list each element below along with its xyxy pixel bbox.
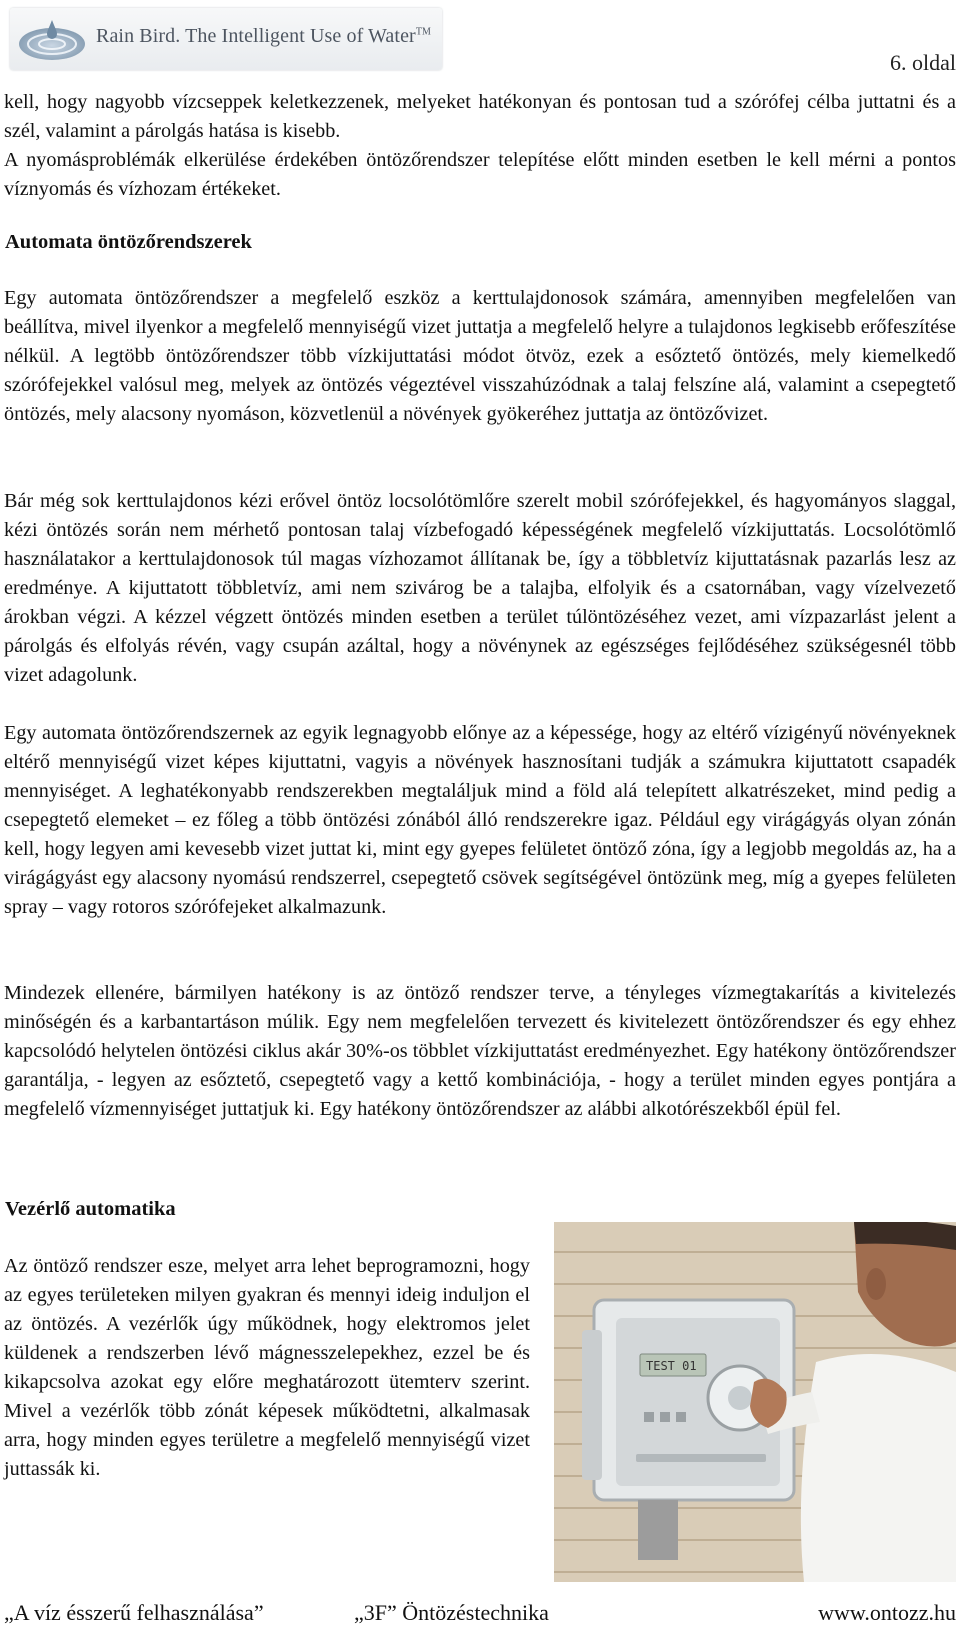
paragraph-automata-2: Bár még sok kerttulajdonos kézi erővel öntöz locsolótömlőre szerelt mobil szórófejekkel, és hagyományos slaggal, kézi öntözés során nem mérhető pontosan talaj vízbefogadó képességének megfelelő vízkijuttatás. Locsolótömlő használatakor a kerttulajdonosok túl magas vízhozamot állítanak be, így a többletvíz kijuttatásnak pazarlás lesz az eredménye. A kijuttatott többletvíz, ami nem szivárog be a talajba, elfolyik és a csatornában, vagy vízelvezető árokban végzi. A kézzel végzett öntözés minden esetben a terület túlöntözéséhez vezet, ami vízpazarlást jelent a párolgás és elfolyás révén, vagy csupán azáltal, hogy a növénynek az egészséges fejlődéséhez szükségesnél több vizet adagolunk. — [4, 490, 956, 686]
footer-left: „A víz ésszerű felhasználása” — [4, 1600, 264, 1625]
paragraph-automata-4: Mindezek ellenére, bármilyen hatékony is az öntöző rendszer terve, a tényleges vízmegtakarítás a kivitelezés minőségén és a karbantartáson múlik. Egy nem megfelelően tervezett és kivitelezett öntözőrendszer és egy ehhez kapcsolódó helytelen öntözési ciklus akár 30%-os többlet vízkijuttatást eredményezhet. Egy hatékony öntözőrendszer garantálja, - legyen az esőztető, csepegtető vagy a kettő kombinációja, - hogy a terület minden egyes pontjára a megfelelő vízmennyiséget juttatjuk ki. Egy hatékony öntözőrendszer az alábbi alkotórészekből épül fel. — [4, 982, 956, 1120]
intro-paragraph: kell, hogy nagyobb vízcseppek keletkezzenek, melyeket hatékonyan és pontosan tud a szórófej célba juttatni és a szél, valamint a párolgás hatása is kisebb. A nyomásproblémák elkerülése érdekében öntözőrendszer telepítése előtt minden esetben le kell mérni a pontos víznyomás és vízhozam értékeket. — [4, 91, 956, 200]
footer-center: „3F” Öntözéstechnika — [354, 1600, 549, 1625]
logo-brand-text: Rain Bird. The Intelligent Use of Water™ — [96, 25, 432, 47]
section-heading-vezerlo: Vezérlő automatika — [5, 1198, 176, 1220]
controller-photo — [554, 1222, 956, 1582]
water-drop-icon — [16, 14, 88, 64]
rain-bird-logo — [10, 8, 442, 70]
paragraph-automata-1: Egy automata öntözőrendszer a megfelelő eszköz a kerttulajdonosok számára, amennyiben megfelelően van beállítva, mivel ilyenkor a megfelelő mennyiségű vizet juttatja a megfelelő helyre a tulajdonos legkisebb erőfeszítése nélkül. A legtöbb öntözőrendszer több vízkijuttatási módot ötvöz, ezek a esőztető öntözés, mely kiemelkedő szórófejekkel valósul meg, melyek az öntözés végeztével visszahúzódnak a talaj felszíne alá, valamint a csepegtető öntözés, mely alacsony nyomáson, közvetlenül a növények gyökeréhez juttatja az öntözővizet. — [4, 287, 956, 425]
section-heading-automata: Automata öntözőrendszerek — [5, 231, 252, 253]
footer-right-url: www.ontozz.hu — [818, 1600, 956, 1625]
page-number: 6. oldal — [890, 50, 956, 75]
paragraph-automata-3: Egy automata öntözőrendszernek az egyik legnagyobb előnye az a képessége, hogy az eltérő vízigényű növényeknek eltérő mennyiségű vizet képes kijuttatni, vagyis a növények hasznosítani tudják a számukra kijuttatott csapadék mennyiséget. A leghatékonyabb rendszerekben megtaláljuk mind a föld alá telepített alkatrészeket, mind pedig a csepegtető elemeket – ez főleg a több öntözési zónából álló rendszerekre igaz. Például egy virágágyás olyan zónán kell, hogy legyen ami kevesebb vizet juttat ki, mint egy gyepes felületet öntöző zóna, így a legjobb megoldás az, ha a virágágyást egy alacsony nyomású rendszerrel, csepegtető csövek segítségével öntözünk meg, míg a gyepes felületen spray – vagy rotoros szórófejeket alkalmazunk. — [4, 722, 956, 918]
paragraph-vezerlo: Az öntöző rendszer esze, melyet arra lehet beprogramozni, hogy az egyes területeken milyen gyakran és mennyi ideig induljon el az öntözés. A vezérlők úgy működnek, hogy elektromos jelet küldenek a rendszerben lévő mágnesszelepekhez, ezzel be és kikapcsolva azokat egy előre meghatározott ütemterv szerint. Mivel a vezérlők több zónát képesek működtetni, alkalmasak arra, hogy minden egyes területre a megfelelő mennyiségű vizet juttassák ki. — [4, 1255, 530, 1480]
svg-text:TEST 01: TEST 01 — [646, 1359, 697, 1373]
